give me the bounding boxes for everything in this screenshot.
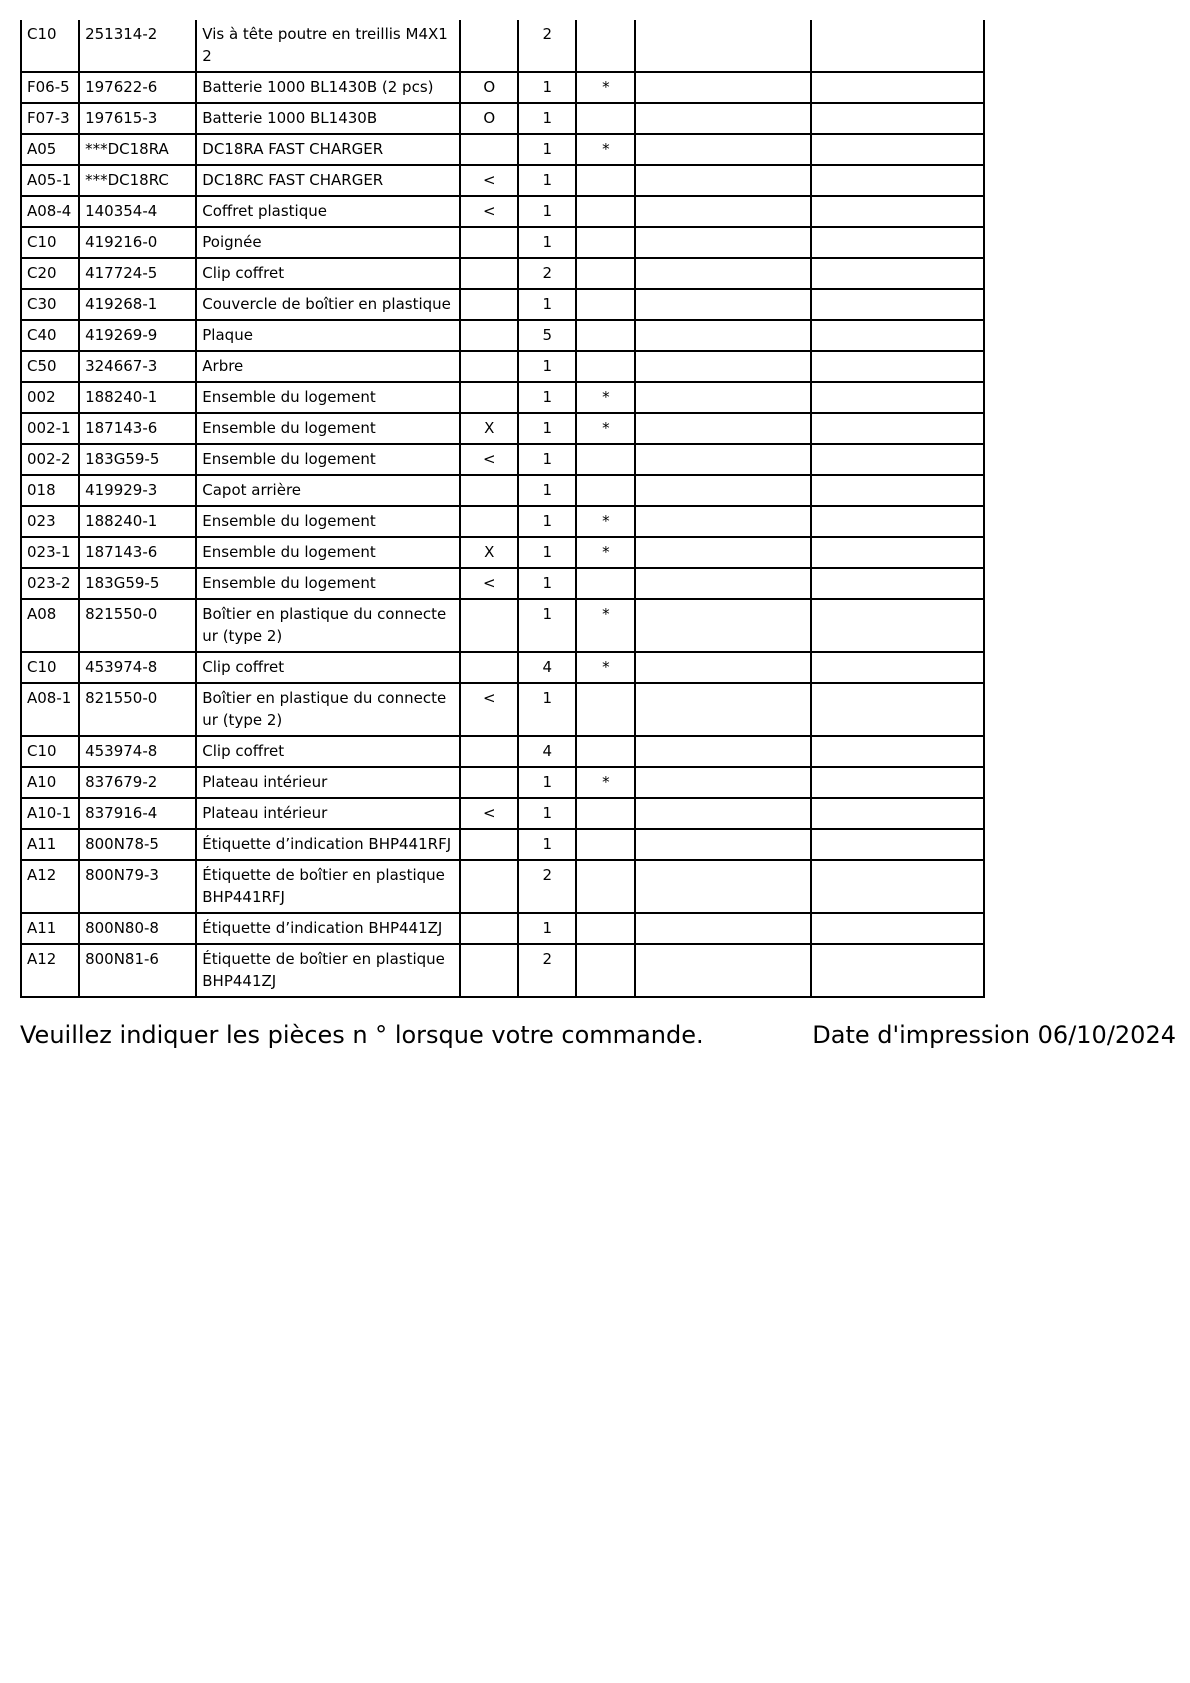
cell-blank <box>635 258 810 289</box>
cell-blank <box>635 860 810 913</box>
cell-quantity: 4 <box>518 736 576 767</box>
cell-mark <box>576 103 635 134</box>
cell-blank <box>635 227 810 258</box>
cell-item-ref: 002-1 <box>21 413 79 444</box>
cell-blank <box>635 413 810 444</box>
cell-description: Étiquette de boîtier en plastique BHP441RFJ <box>196 860 460 913</box>
cell-item-ref: A12 <box>21 860 79 913</box>
cell-part-number: 251314-2 <box>79 20 196 72</box>
cell-mark <box>576 475 635 506</box>
table-row <box>21 289 984 320</box>
table-row <box>21 506 984 537</box>
cell-description: Ensemble du logement <box>196 382 460 413</box>
cell-mark: * <box>576 537 635 568</box>
cell-blank <box>811 258 984 289</box>
cell-part-number: 419268-1 <box>79 289 196 320</box>
cell-blank <box>811 134 984 165</box>
table-row <box>21 568 984 599</box>
cell-description: Coffret plastique <box>196 196 460 227</box>
cell-quantity: 1 <box>518 798 576 829</box>
cell-blank <box>635 683 810 736</box>
cell-quantity: 1 <box>518 767 576 798</box>
cell-item-ref: F07-3 <box>21 103 79 134</box>
cell-description: Batterie 1000 BL1430B <box>196 103 460 134</box>
cell-blank <box>635 599 810 652</box>
cell-quantity: 4 <box>518 652 576 683</box>
cell-blank <box>811 475 984 506</box>
table-row <box>21 683 984 736</box>
table-row <box>21 860 984 913</box>
table-row <box>21 382 984 413</box>
table-row <box>21 829 984 860</box>
table-row <box>21 413 984 444</box>
parts-table-body <box>21 20 984 997</box>
cell-blank <box>635 652 810 683</box>
cell-quantity: 1 <box>518 134 576 165</box>
cell-part-number: 188240-1 <box>79 382 196 413</box>
cell-item-ref: C10 <box>21 652 79 683</box>
cell-item-ref: A08-1 <box>21 683 79 736</box>
cell-part-number: 140354-4 <box>79 196 196 227</box>
cell-item-ref: C30 <box>21 289 79 320</box>
cell-note: < <box>460 568 518 599</box>
cell-blank <box>635 537 810 568</box>
cell-blank <box>811 351 984 382</box>
cell-description: Boîtier en plastique du connecte ur (type 2) <box>196 599 460 652</box>
cell-quantity: 1 <box>518 165 576 196</box>
cell-blank <box>635 351 810 382</box>
cell-note <box>460 736 518 767</box>
cell-item-ref: A10 <box>21 767 79 798</box>
cell-blank <box>635 736 810 767</box>
cell-blank <box>811 860 984 913</box>
cell-note: < <box>460 444 518 475</box>
cell-note <box>460 20 518 72</box>
cell-blank <box>635 506 810 537</box>
cell-note <box>460 599 518 652</box>
cell-description: Clip coffret <box>196 736 460 767</box>
cell-item-ref: C10 <box>21 227 79 258</box>
cell-mark <box>576 913 635 944</box>
cell-description: Plateau intérieur <box>196 798 460 829</box>
cell-item-ref: 002 <box>21 382 79 413</box>
cell-description: Ensemble du logement <box>196 444 460 475</box>
cell-blank <box>811 767 984 798</box>
cell-item-ref: C10 <box>21 20 79 72</box>
cell-quantity: 1 <box>518 444 576 475</box>
cell-part-number: 183G59-5 <box>79 444 196 475</box>
table-row <box>21 599 984 652</box>
cell-blank <box>811 165 984 196</box>
table-row <box>21 196 984 227</box>
cell-description: Étiquette de boîtier en plastique BHP441ZJ <box>196 944 460 997</box>
cell-quantity: 1 <box>518 196 576 227</box>
cell-note: < <box>460 196 518 227</box>
cell-blank <box>635 196 810 227</box>
cell-part-number: 800N80-8 <box>79 913 196 944</box>
cell-note <box>460 289 518 320</box>
table-row <box>21 475 984 506</box>
cell-blank <box>811 829 984 860</box>
cell-note <box>460 134 518 165</box>
cell-note: O <box>460 103 518 134</box>
cell-mark <box>576 736 635 767</box>
cell-quantity: 1 <box>518 382 576 413</box>
cell-note <box>460 829 518 860</box>
cell-blank <box>811 289 984 320</box>
cell-part-number: 453974-8 <box>79 652 196 683</box>
cell-part-number: 419216-0 <box>79 227 196 258</box>
cell-item-ref: A11 <box>21 913 79 944</box>
cell-blank <box>635 444 810 475</box>
cell-description: Couvercle de boîtier en plastique <box>196 289 460 320</box>
cell-blank <box>811 196 984 227</box>
cell-blank <box>635 165 810 196</box>
cell-note <box>460 944 518 997</box>
cell-part-number: 324667-3 <box>79 351 196 382</box>
cell-quantity: 1 <box>518 351 576 382</box>
cell-note <box>460 860 518 913</box>
cell-blank <box>811 652 984 683</box>
cell-blank <box>811 506 984 537</box>
cell-quantity: 1 <box>518 72 576 103</box>
cell-blank <box>811 736 984 767</box>
cell-note <box>460 475 518 506</box>
cell-item-ref: A05-1 <box>21 165 79 196</box>
print-date: Date d'impression 06/10/2024 <box>812 1021 1176 1049</box>
cell-mark <box>576 320 635 351</box>
table-row <box>21 72 984 103</box>
cell-part-number: ***DC18RC <box>79 165 196 196</box>
cell-blank <box>635 320 810 351</box>
cell-blank <box>635 20 810 72</box>
cell-blank <box>635 72 810 103</box>
cell-mark <box>576 568 635 599</box>
table-row <box>21 767 984 798</box>
cell-item-ref: A11 <box>21 829 79 860</box>
cell-blank <box>635 382 810 413</box>
cell-part-number: 417724-5 <box>79 258 196 289</box>
cell-note: < <box>460 798 518 829</box>
cell-description: Boîtier en plastique du connecte ur (type 2) <box>196 683 460 736</box>
cell-description: Étiquette d’indication BHP441ZJ <box>196 913 460 944</box>
cell-part-number: 837916-4 <box>79 798 196 829</box>
cell-quantity: 1 <box>518 683 576 736</box>
cell-quantity: 1 <box>518 506 576 537</box>
cell-blank <box>811 413 984 444</box>
cell-description: Ensemble du logement <box>196 506 460 537</box>
cell-quantity: 1 <box>518 227 576 258</box>
table-row <box>21 944 984 997</box>
table-row <box>21 798 984 829</box>
cell-part-number: 197622-6 <box>79 72 196 103</box>
cell-quantity: 1 <box>518 829 576 860</box>
cell-mark <box>576 860 635 913</box>
cell-description: Ensemble du logement <box>196 413 460 444</box>
cell-note <box>460 227 518 258</box>
cell-description: Batterie 1000 BL1430B (2 pcs) <box>196 72 460 103</box>
cell-blank <box>811 683 984 736</box>
cell-blank <box>811 944 984 997</box>
table-row <box>21 320 984 351</box>
cell-part-number: 419929-3 <box>79 475 196 506</box>
cell-blank <box>635 829 810 860</box>
cell-item-ref: C40 <box>21 320 79 351</box>
cell-blank <box>635 568 810 599</box>
cell-blank <box>811 798 984 829</box>
cell-part-number: 197615-3 <box>79 103 196 134</box>
cell-blank <box>635 944 810 997</box>
cell-mark <box>576 165 635 196</box>
cell-mark <box>576 351 635 382</box>
cell-quantity: 1 <box>518 103 576 134</box>
cell-quantity: 1 <box>518 475 576 506</box>
cell-part-number: 800N81-6 <box>79 944 196 997</box>
cell-note <box>460 506 518 537</box>
cell-mark: * <box>576 652 635 683</box>
cell-mark: * <box>576 382 635 413</box>
cell-description: Vis à tête poutre en treillis M4X1 2 <box>196 20 460 72</box>
cell-mark <box>576 829 635 860</box>
cell-part-number: 821550-0 <box>79 599 196 652</box>
cell-item-ref: A08 <box>21 599 79 652</box>
cell-note <box>460 767 518 798</box>
cell-blank <box>635 475 810 506</box>
cell-item-ref: A05 <box>21 134 79 165</box>
cell-quantity: 2 <box>518 860 576 913</box>
cell-quantity: 1 <box>518 568 576 599</box>
cell-note <box>460 913 518 944</box>
cell-item-ref: 023-2 <box>21 568 79 599</box>
cell-note <box>460 258 518 289</box>
cell-blank <box>811 382 984 413</box>
cell-note: < <box>460 165 518 196</box>
cell-note <box>460 652 518 683</box>
table-row <box>21 444 984 475</box>
cell-description: DC18RA FAST CHARGER <box>196 134 460 165</box>
cell-description: Étiquette d’indication BHP441RFJ <box>196 829 460 860</box>
table-row <box>21 258 984 289</box>
cell-mark <box>576 258 635 289</box>
cell-item-ref: 018 <box>21 475 79 506</box>
cell-blank <box>635 913 810 944</box>
table-row <box>21 20 984 72</box>
cell-mark <box>576 798 635 829</box>
cell-description: DC18RC FAST CHARGER <box>196 165 460 196</box>
cell-quantity: 2 <box>518 258 576 289</box>
cell-description: Ensemble du logement <box>196 568 460 599</box>
cell-mark <box>576 20 635 72</box>
table-row <box>21 134 984 165</box>
cell-mark <box>576 444 635 475</box>
cell-note: O <box>460 72 518 103</box>
cell-part-number: 183G59-5 <box>79 568 196 599</box>
cell-description: Poignée <box>196 227 460 258</box>
cell-mark: * <box>576 506 635 537</box>
cell-part-number: 187143-6 <box>79 413 196 444</box>
cell-blank <box>635 134 810 165</box>
cell-blank <box>811 72 984 103</box>
cell-item-ref: C20 <box>21 258 79 289</box>
cell-mark <box>576 196 635 227</box>
cell-description: Plaque <box>196 320 460 351</box>
cell-item-ref: A10-1 <box>21 798 79 829</box>
cell-note <box>460 351 518 382</box>
order-instruction-note: Veuillez indiquer les pièces n ° lorsque votre commande. <box>20 1021 704 1049</box>
cell-part-number: 821550-0 <box>79 683 196 736</box>
cell-note: X <box>460 413 518 444</box>
cell-blank <box>635 289 810 320</box>
cell-note <box>460 320 518 351</box>
cell-description: Clip coffret <box>196 258 460 289</box>
cell-quantity: 2 <box>518 20 576 72</box>
cell-mark: * <box>576 134 635 165</box>
cell-blank <box>811 537 984 568</box>
cell-mark: * <box>576 767 635 798</box>
cell-item-ref: 002-2 <box>21 444 79 475</box>
table-row <box>21 165 984 196</box>
cell-item-ref: F06-5 <box>21 72 79 103</box>
table-row <box>21 652 984 683</box>
cell-mark: * <box>576 599 635 652</box>
cell-quantity: 5 <box>518 320 576 351</box>
cell-quantity: 1 <box>518 599 576 652</box>
table-row <box>21 913 984 944</box>
cell-blank <box>811 913 984 944</box>
cell-description: Capot arrière <box>196 475 460 506</box>
cell-blank <box>811 20 984 72</box>
cell-note <box>460 382 518 413</box>
cell-blank <box>811 444 984 475</box>
cell-note: < <box>460 683 518 736</box>
cell-quantity: 1 <box>518 413 576 444</box>
table-row <box>21 736 984 767</box>
cell-part-number: 837679-2 <box>79 767 196 798</box>
cell-part-number: ***DC18RA <box>79 134 196 165</box>
table-row <box>21 227 984 258</box>
cell-quantity: 1 <box>518 537 576 568</box>
cell-item-ref: 023 <box>21 506 79 537</box>
cell-description: Plateau intérieur <box>196 767 460 798</box>
cell-description: Ensemble du logement <box>196 537 460 568</box>
cell-part-number: 453974-8 <box>79 736 196 767</box>
cell-blank <box>811 568 984 599</box>
cell-part-number: 187143-6 <box>79 537 196 568</box>
cell-blank <box>811 320 984 351</box>
cell-blank <box>811 599 984 652</box>
cell-quantity: 2 <box>518 944 576 997</box>
cell-note: X <box>460 537 518 568</box>
cell-part-number: 800N79-3 <box>79 860 196 913</box>
table-row <box>21 351 984 382</box>
cell-item-ref: 023-1 <box>21 537 79 568</box>
parts-table <box>20 20 985 998</box>
cell-item-ref: C10 <box>21 736 79 767</box>
cell-blank <box>811 227 984 258</box>
cell-blank <box>635 798 810 829</box>
cell-description: Arbre <box>196 351 460 382</box>
cell-part-number: 419269-9 <box>79 320 196 351</box>
cell-blank <box>635 767 810 798</box>
table-row <box>21 103 984 134</box>
cell-item-ref: A08-4 <box>21 196 79 227</box>
cell-mark: * <box>576 413 635 444</box>
cell-item-ref: A12 <box>21 944 79 997</box>
cell-description: Clip coffret <box>196 652 460 683</box>
cell-mark: * <box>576 72 635 103</box>
cell-quantity: 1 <box>518 913 576 944</box>
cell-part-number: 188240-1 <box>79 506 196 537</box>
table-row <box>21 537 984 568</box>
cell-blank <box>635 103 810 134</box>
cell-mark <box>576 227 635 258</box>
cell-mark <box>576 289 635 320</box>
cell-quantity: 1 <box>518 289 576 320</box>
cell-mark <box>576 944 635 997</box>
cell-part-number: 800N78-5 <box>79 829 196 860</box>
cell-item-ref: C50 <box>21 351 79 382</box>
cell-blank <box>811 103 984 134</box>
cell-mark <box>576 683 635 736</box>
